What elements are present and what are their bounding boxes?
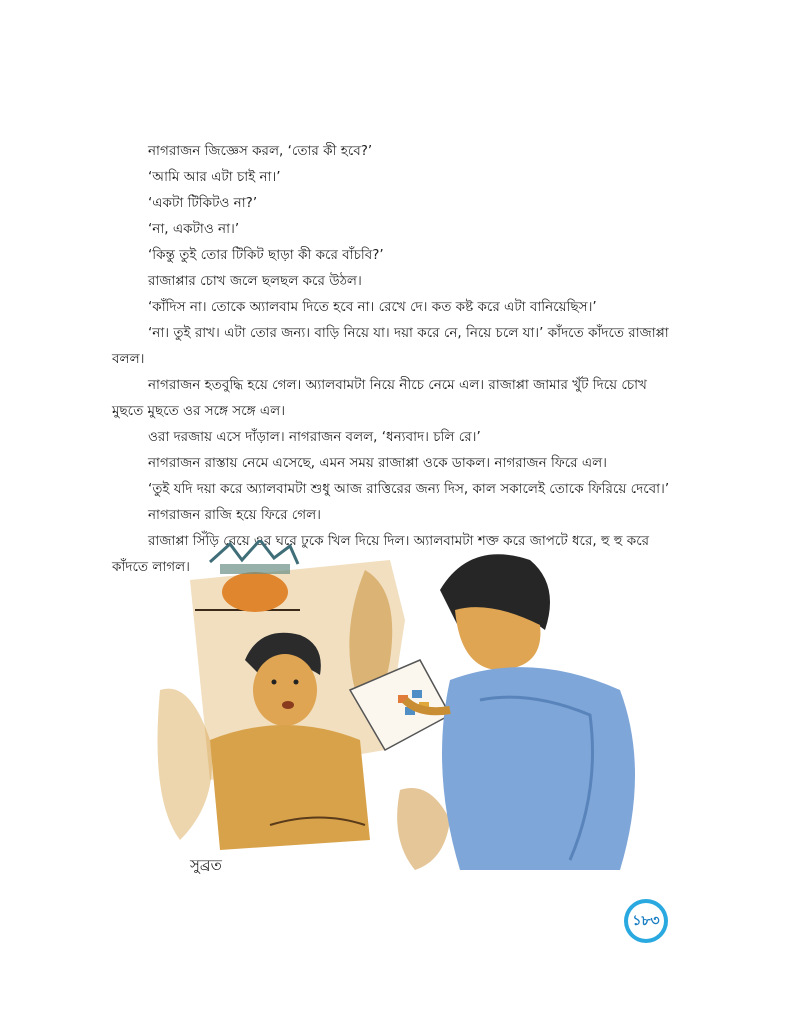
paragraph: ‘না, একটাও না।’ [148,221,240,237]
paragraph: ‘কাঁদিস না। তোকে অ্যালবাম দিতে হবে না। রেখে দে। কত কষ্ট করে এটা বানিয়েছিস।’ [148,299,597,315]
boy-eye [294,680,299,685]
paragraph: রাজাপ্পা সিঁড়ি বেয়ে ওর ঘরে ঢুকে খিল দিয়ে দিল। অ্যালবামটা শক্ত করে জাপটে ধরে, হু হু করে কাঁদতে লাগল। [112,533,650,575]
page-number: ১৮৩ [628,903,664,939]
ochre-wash [397,788,450,870]
paragraph: ‘কিন্তু তুই তোর টিকিট ছাড়া কী করে বাঁচবি?’ [148,247,384,263]
paragraph: নাগরাজন জিজ্ঞেস করল, ‘তোর কী হবে?’ [148,143,373,159]
man-shirt [442,667,635,870]
plant [210,540,298,564]
paragraph: রাজাপ্পার চোখ জলে ছলছল করে উঠল। [148,273,362,289]
boy-mouth [282,701,294,709]
paragraph: ওরা দরজায় এসে দাঁড়াল। নাগরাজন বলল, ‘ধন্যবাদ। চলি রে।’ [148,429,481,445]
pot-rim [220,564,290,574]
boy-eye [272,680,277,685]
boy-shirt [210,725,370,850]
album-stamp [412,690,422,698]
illustration-drawing [150,540,660,885]
paragraph: ‘একটা টিকিটও না?’ [148,195,258,211]
artist-signature: সুব্রত [190,856,222,874]
story-illustration [150,540,660,885]
paragraph: নাগরাজন রাজি হয়ে ফিরে গেল। [148,507,322,523]
paragraph: নাগরাজন রাস্তায় নেমে এসেছে, এমন সময় রাজাপ্পা ওকে ডাকল। নাগরাজন ফিরে এল। [148,455,608,471]
paragraph: ‘না। তুই রাখ। এটা তোর জন্য। বাড়ি নিয়ে যা। দয়া করে নে, নিয়ে চলে যা।’ কাঁদতে কাঁদতে রাজাপ্পা বলল। [112,325,669,367]
paragraph: ‘তুই যদি দয়া করে অ্যালবামটা শুধু আজ রাত্তিরের জন্য দিস, কাল সকালেই তোকে ফিরিয়ে দেবো।’ [148,481,670,497]
boy-face [253,654,317,726]
flower-pot [222,572,288,612]
paragraph: ‘আমি আর এটা চাই না।’ [148,169,281,185]
paragraph: নাগরাজন হতবুদ্ধি হয়ে গেল। অ্যালবামটা নিয়ে নীচে নেমে এল। রাজাপ্পা জামার খুঁট দিয়ে চোখ মুছতে মুছতে ওর সঙ্গে সঙ্গে এল। [112,377,647,419]
story-text [112,138,672,580]
page-number-badge [624,899,668,943]
